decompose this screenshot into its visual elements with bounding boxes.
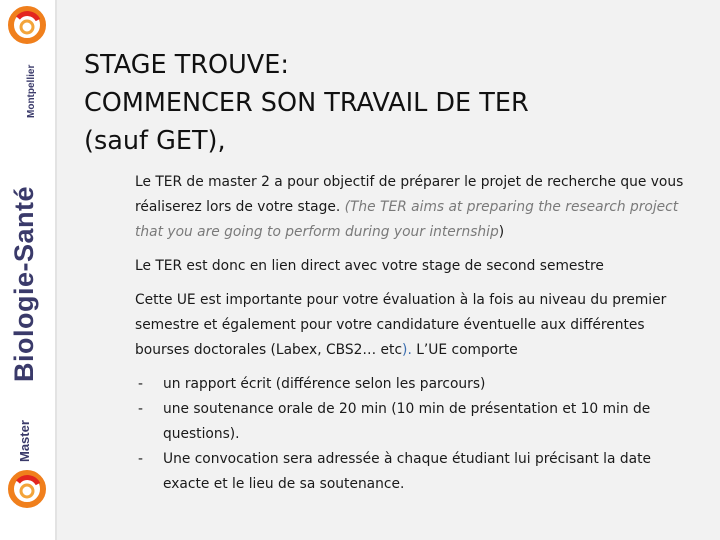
paragraph-ue-importance (135, 288, 685, 363)
brand-master: Master (17, 420, 32, 462)
list-item-text: une soutenance orale de 20 min (10 min de présentation et 10 min de questions). (163, 401, 651, 442)
list-item (135, 397, 685, 447)
title-line: (sauf GET), (84, 126, 226, 156)
title-line: STAGE TROUVE: (84, 50, 289, 80)
brand-biologie-sante: Biologie-Santé (9, 185, 39, 382)
ue-importance-tail: L’UE comporte (411, 342, 518, 358)
ue-components-list (135, 372, 685, 497)
list-dash: - (138, 376, 143, 392)
logo-swirl-icon (8, 6, 46, 44)
sidebar-branding (0, 0, 55, 540)
list-item (135, 372, 685, 397)
ter-objective-close: ) (498, 224, 505, 240)
paragraph-ter-objective (135, 170, 685, 245)
paragraph-ter-link (135, 254, 685, 279)
list-dash: - (138, 451, 143, 467)
ue-importance-paren: ) (402, 342, 408, 358)
list-item-text: Une convocation sera adressée à chaque étudiant lui précisant la date exacte et le lieu de sa soutenance. (163, 451, 651, 492)
ter-objective-fr: Le TER de master 2 a pour objectif de préparer le projet de recherche que vous réaliserez lors de votre stage. (135, 174, 684, 215)
brand-montpellier: Montpellier (26, 64, 37, 118)
title-line: COMMENCER SON TRAVAIL DE TER (84, 88, 529, 118)
list-item (135, 447, 685, 497)
ter-link-text: Le TER est donc en lien direct avec votre stage de second semestre (135, 258, 604, 274)
list-item-text: un rapport écrit (différence selon les parcours) (163, 376, 486, 392)
logo-swirl-icon (8, 470, 46, 508)
ue-importance-text: Cette UE est importante pour votre évaluation à la fois au niveau du premier semestre et également pour votre candidature éventuelle aux différentes bourses doctorales (Labex, CBS2… etc (135, 292, 667, 358)
ter-objective-en: (The TER aims at preparing the research project that you are going to perform during your internship (135, 199, 679, 240)
list-dash: - (138, 401, 143, 417)
ue-importance-dot: . (407, 342, 412, 358)
slide-body (135, 170, 685, 497)
slide-title (84, 46, 529, 160)
